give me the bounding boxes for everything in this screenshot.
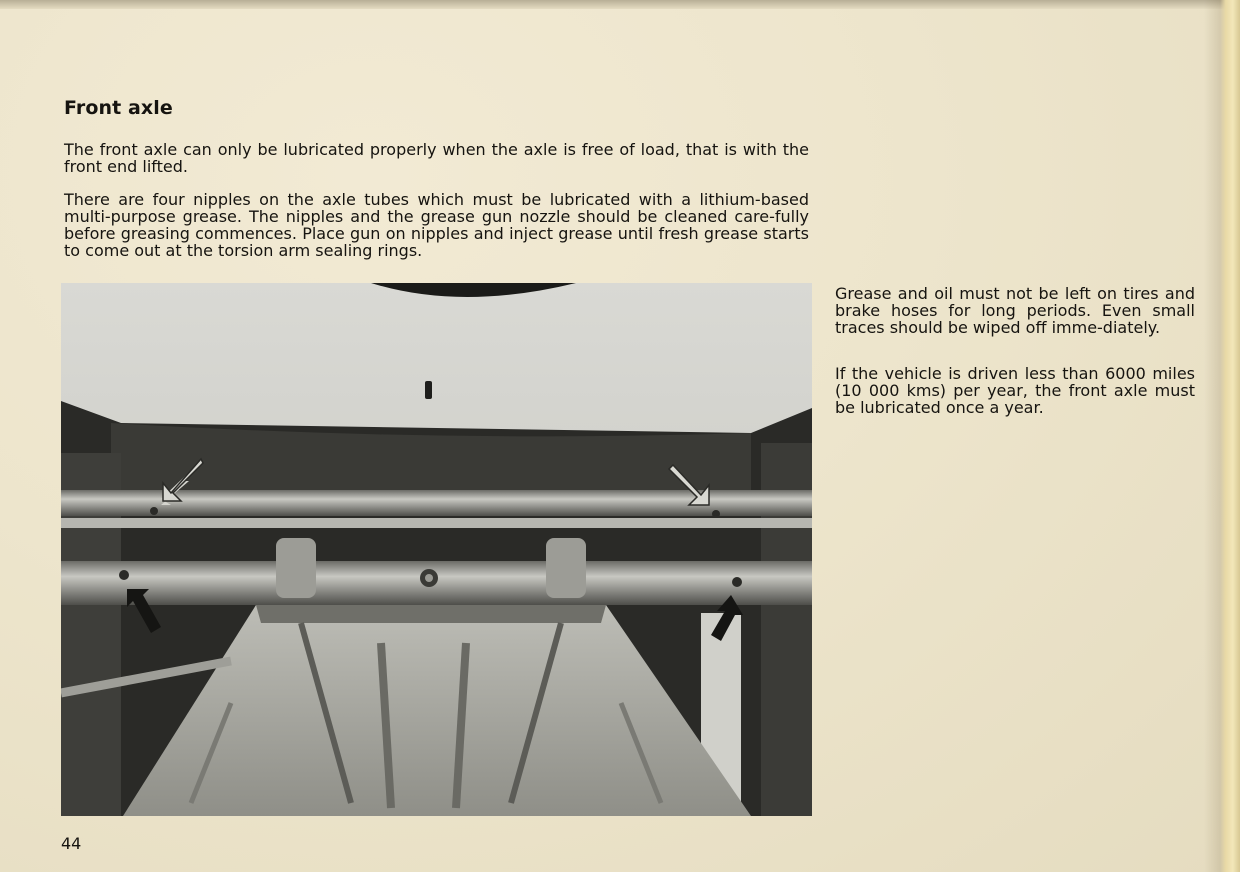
page-number: 44 [61, 834, 82, 853]
front-axle-photo [61, 283, 812, 816]
page-spine [1204, 0, 1240, 872]
intro-paragraph: The front axle can only be lubricated properly when the axle is free of load, that is with the front end lifted. [64, 140, 809, 176]
side-note-grease-warning: Grease and oil must not be left on tires and brake hoses for long periods. Even small traces should be wiped off imme-diately. [835, 284, 1195, 337]
page-top-edge [0, 0, 1240, 9]
section-heading: Front axle [64, 97, 173, 119]
side-note-lubrication-interval: If the vehicle is driven less than 6000 miles (10 000 kms) per year, the front axle must be lubricated once a year. [835, 364, 1195, 417]
front-axle-illustration [61, 283, 812, 816]
lubrication-paragraph: There are four nipples on the axle tubes which must be lubricated with a lithium-based multi-purpose grease. The nipples and the grease gun nozzle should be cleaned care-fully before greasing commences. Place gun on nipples and inject grease until fresh grease starts to come out at the torsion arm sealing rings. [64, 190, 809, 260]
